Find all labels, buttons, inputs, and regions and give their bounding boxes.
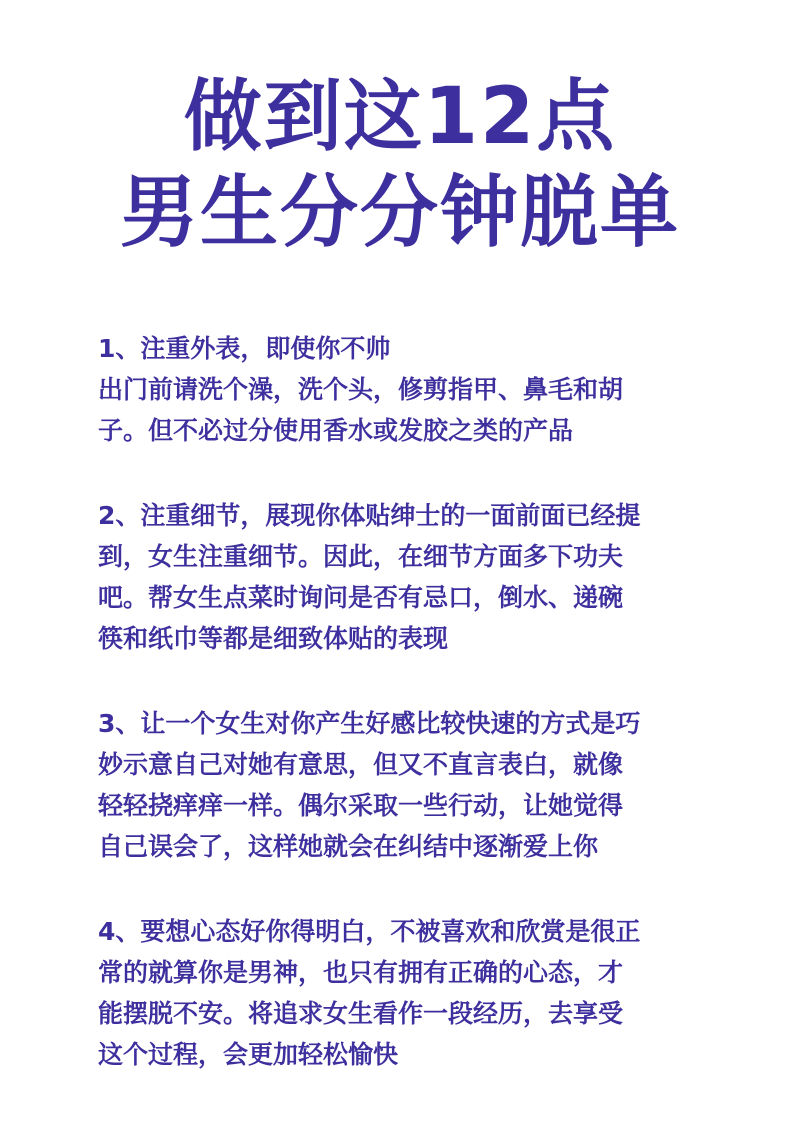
tip-2-line-2: 到，女生注重细节。因此，在细节方面多下功夫 xyxy=(98,542,624,571)
tip-3-heading: 3、让一个女生对你产生好感比较快速的方式是巧 xyxy=(98,709,641,738)
tip-1-heading: 1、注重外表，即使你不帅 xyxy=(98,334,391,363)
tip-section-2 xyxy=(98,495,728,659)
tip-1-line-2: 出门前请洗个澡，洗个头，修剪指甲、鼻毛和胡 xyxy=(98,375,624,404)
tip-4-heading: 4、要想心态好你得明白，不被喜欢和欣赏是很正 xyxy=(98,917,641,946)
tips-list xyxy=(98,328,728,1119)
tip-section-1 xyxy=(98,328,728,451)
tip-2-line-3: 吧。帮女生点菜时询问是否有忌口，倒水、递碗 xyxy=(98,583,624,612)
title-line-1: 做到这12点 xyxy=(183,72,617,162)
tip-4-line-4: 这个过程，会更加轻松愉快 xyxy=(98,1040,399,1069)
tip-2-heading: 2、注重细节，展现你体贴绅士的一面前面已经提 xyxy=(98,501,641,530)
tip-2-line-4: 筷和纸巾等都是细致体贴的表现 xyxy=(98,624,449,653)
tip-4-line-3: 能摆脱不安。将追求女生看作一段经历，去享受 xyxy=(98,999,624,1028)
tip-3-line-2: 妙示意自己对她有意思，但又不直言表白，就像 xyxy=(98,750,624,779)
title-line-2: 男生分分钟脱单 xyxy=(119,168,680,258)
tip-1-line-3: 子。但不必过分使用香水或发胶之类的产品 xyxy=(98,416,574,445)
tip-3-line-4: 自己误会了，这样她就会在纠结中逐渐爱上你 xyxy=(98,832,599,861)
tip-3-line-3: 轻轻挠痒痒一样。偶尔采取一些行动，让她觉得 xyxy=(98,791,624,820)
tip-4-line-2: 常的就算你是男神，也只有拥有正确的心态，才 xyxy=(98,958,624,987)
tip-section-3 xyxy=(98,703,728,867)
tip-section-4 xyxy=(98,911,728,1075)
